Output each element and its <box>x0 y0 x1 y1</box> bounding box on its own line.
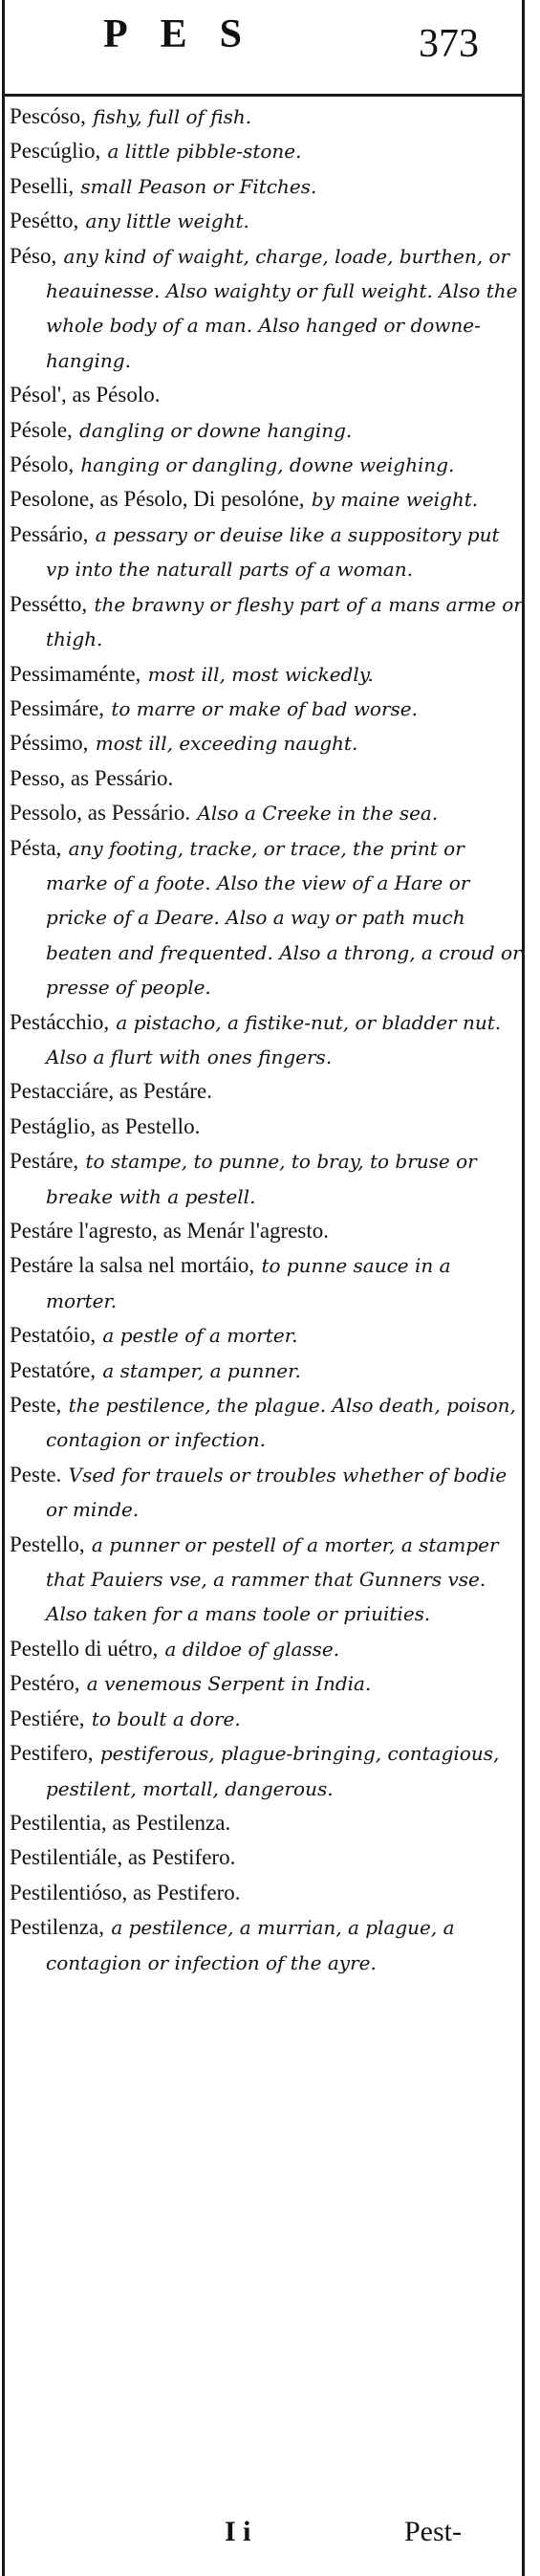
dictionary-entry <box>0 1910 524 1980</box>
entry-definition: pestiferous, plague-bringing, contagious, pestilent, mortall, dangerous. <box>46 1742 500 1800</box>
dictionary-entry <box>0 1318 524 1353</box>
dictionary-entry <box>0 134 524 168</box>
entry-definition: any little weight. <box>85 209 249 233</box>
entry-headword: Pestifero, <box>10 1741 94 1766</box>
dictionary-entry <box>0 1388 524 1458</box>
dictionary-entry <box>0 1214 524 1248</box>
entry-definition: any kind of waight, charge, loade, burthen, or heauinesse. Also waighty or full weight. Also the whole body of a man. Also hanged or downe-hanging. <box>46 244 518 372</box>
entry-definition: Also a Creeke in the sea. <box>197 802 439 826</box>
entry-definition: the pestilence, the plague. Also death, poison, contagion or infection. <box>46 1394 516 1452</box>
entry-headword: Pessimáre, <box>10 695 105 720</box>
dictionary-entry <box>0 1074 524 1109</box>
dictionary-entry <box>0 761 524 796</box>
entry-list <box>0 99 524 1980</box>
dictionary-entry <box>0 517 524 587</box>
entry-headword: Pestáre, <box>10 1149 79 1174</box>
dictionary-entry <box>0 1005 524 1075</box>
entry-definition: small Peason or Fitches. <box>80 174 317 198</box>
entry-headword: Pestáre l'agresto, as Menár l'agresto. <box>10 1219 330 1243</box>
entry-headword: Pésolo, <box>10 452 75 477</box>
dictionary-entry <box>0 1248 524 1318</box>
page-footer <box>0 2516 524 2564</box>
entry-headword: Pésol', as Pésolo. <box>10 383 161 407</box>
entry-definition: the brawny or fleshy part of a mans arme or thigh. <box>46 592 523 651</box>
dictionary-entry <box>0 1876 524 1910</box>
entry-definition: a stamper, a punner. <box>102 1358 301 1382</box>
running-head: PES <box>103 12 275 56</box>
header-rule <box>5 94 522 97</box>
entry-headword: Peste, <box>10 1393 62 1418</box>
dictionary-entry <box>0 1458 524 1528</box>
entry-definition: a punner or pestell of a morter, a stamper that Pauiers vse, a rammer that Gunners vse. Also taken for a mans toole or priuities. <box>46 1532 499 1626</box>
entry-definition: a pestilence, a murrian, a plague, a contagion or infection of the ayre. <box>46 1916 455 1974</box>
entry-headword: Pestilenza, <box>10 1915 104 1940</box>
entry-definition: any footing, tracke, or trace, the print or marke of a foote. Also the view of a Hare or pricke of a Deare. Also a way or path much beaten and frequented. Also a throng, a croud or presse of people. <box>46 836 522 1000</box>
dictionary-entry <box>0 587 524 657</box>
entry-headword: Peselli, <box>10 173 75 198</box>
entry-headword: Pessimaménte, <box>10 661 141 686</box>
dictionary-entry <box>0 1144 524 1214</box>
entry-definition: Vsed for trauels or troubles whether of bodie or minde. <box>46 1463 508 1522</box>
catchword: Pest- <box>404 2516 462 2547</box>
dictionary-entry <box>0 1528 524 1632</box>
dictionary-entry <box>0 448 524 482</box>
dictionary-entry <box>0 657 524 692</box>
dictionary-entry <box>0 482 524 517</box>
entry-headword: Péssimo, <box>10 731 89 756</box>
entry-headword: Pestatóre, <box>10 1357 97 1382</box>
dictionary-entry <box>0 1806 524 1840</box>
dictionary-entry <box>0 1702 524 1736</box>
entry-headword: Pestilentióso, as Pestifero. <box>10 1880 241 1904</box>
entry-headword: Pessétto, <box>10 591 88 616</box>
dictionary-entry <box>0 1736 524 1806</box>
entry-definition: by maine weight. <box>311 488 479 512</box>
entry-definition: a little pibble-stone. <box>107 140 302 164</box>
dictionary-entry <box>0 378 524 412</box>
entry-headword: Pestello di uétro, <box>10 1636 159 1661</box>
entry-definition: fishy, full of fish. <box>93 105 252 128</box>
dictionary-entry <box>0 1354 524 1388</box>
entry-headword: Peste. <box>10 1462 62 1486</box>
dictionary-entry <box>0 831 524 1005</box>
dictionary-entry <box>0 204 524 238</box>
dictionary-entry <box>0 796 524 830</box>
dictionary-entry <box>0 726 524 760</box>
entry-headword: Pestáglio, as Pestello. <box>10 1113 201 1138</box>
signature-mark: I i <box>225 2516 251 2547</box>
entry-headword: Pescúglio, <box>10 139 101 164</box>
dictionary-entry <box>0 1110 524 1144</box>
entry-headword: Pestáre la salsa nel mortáio, <box>10 1253 255 1278</box>
entry-headword: Pésole, <box>10 417 73 442</box>
dictionary-entry <box>0 1632 524 1666</box>
entry-definition: most ill, most wickedly. <box>147 662 374 686</box>
entry-definition: a venemous Serpent in India. <box>86 1672 372 1696</box>
entry-definition: to marre or make of bad worse. <box>111 696 418 720</box>
entry-headword: Pésta, <box>10 835 62 860</box>
entry-definition: a pestle of a morter. <box>102 1324 298 1348</box>
entry-headword: Pestéro, <box>10 1671 80 1696</box>
entry-headword: Pessário, <box>10 521 89 546</box>
entry-headword: Pesolone, as Pésolo, Di pesolóne, <box>10 487 305 512</box>
entry-definition: a pistacho, a fistike-nut, or bladder nut. Also a flurt with ones fingers. <box>46 1010 502 1068</box>
entry-headword: Pesétto, <box>10 209 79 233</box>
entry-headword: Pestatóio, <box>10 1323 97 1348</box>
entry-definition: a pessary or deuise like a suppository put vp into the naturall parts of a woman. <box>46 522 500 582</box>
entry-definition: to stampe, to punne, to bray, to bruse or breake with a pestell. <box>46 1150 477 1208</box>
entry-headword: Pessolo, as Pessário. <box>10 801 191 826</box>
page-header <box>8 8 520 75</box>
entry-headword: Péso, <box>10 243 57 268</box>
dictionary-entry <box>0 1666 524 1701</box>
entry-headword: Pestácchio, <box>10 1009 110 1034</box>
entry-headword: Pestilentiále, as Pestifero. <box>10 1845 236 1870</box>
dictionary-entry <box>0 239 524 379</box>
entry-definition: to boult a dore. <box>91 1706 241 1730</box>
entry-definition: a dildoe of glasse. <box>164 1637 340 1661</box>
entry-definition: hanging or dangling, downe weighing. <box>80 453 455 477</box>
entry-headword: Pestiére, <box>10 1706 85 1730</box>
dictionary-entry <box>0 1840 524 1875</box>
entry-headword: Pescóso, <box>10 104 86 128</box>
entry-headword: Pestello, <box>10 1531 85 1556</box>
entry-headword: Pestilentia, as Pestilenza. <box>10 1810 231 1835</box>
entry-definition: most ill, exceeding naught. <box>95 732 358 756</box>
dictionary-entry <box>0 169 524 204</box>
dictionary-entry <box>0 99 524 134</box>
entry-headword: Pesso, as Pessário. <box>10 765 174 790</box>
entry-headword: Pestacciáre, as Pestáre. <box>10 1079 213 1104</box>
page-number: 373 <box>419 22 479 66</box>
dictionary-entry <box>0 413 524 448</box>
dictionary-entry <box>0 692 524 726</box>
entry-definition: to punne sauce in a morter. <box>46 1254 451 1312</box>
entry-definition: dangling or downe hanging. <box>79 418 353 442</box>
